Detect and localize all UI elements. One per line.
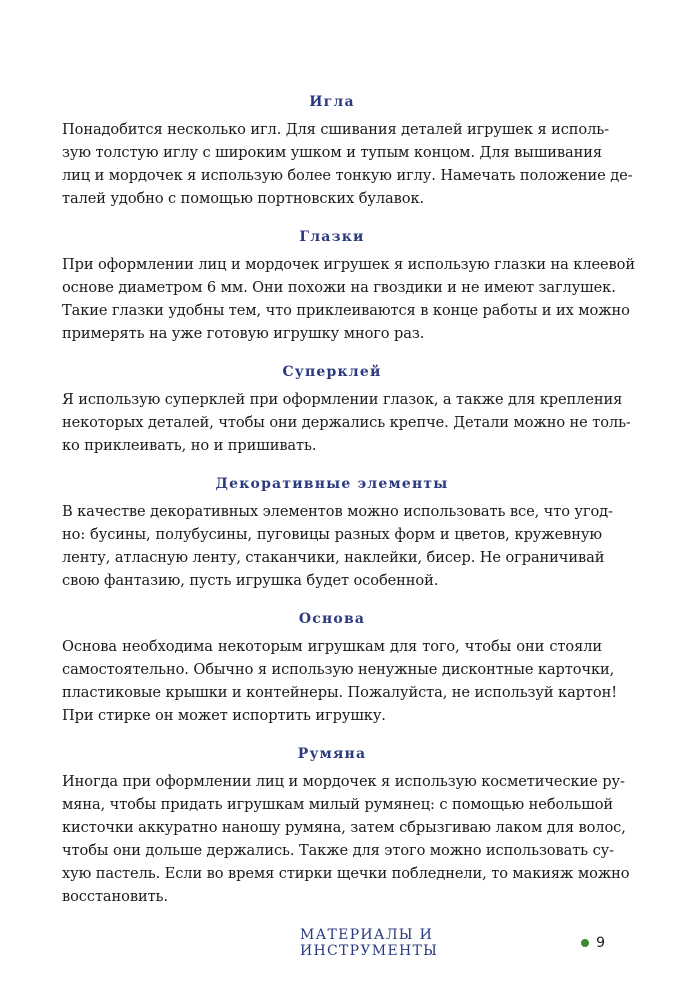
section-heading: Румяна	[297, 746, 367, 762]
section-heading: Декоративные элементы	[215, 476, 449, 492]
text-line: свою фантазию, пусть игрушка будет особенной.	[62, 572, 439, 589]
text-line: При оформлении лиц и мордочек игрушек я использую глазки на клеевой	[62, 256, 635, 273]
section-heading: Игла	[309, 94, 355, 110]
section-paragraph	[62, 770, 630, 908]
bullet-dot-icon	[581, 939, 589, 947]
text-line: Основа необходима некоторым игрушкам для того, чтобы они стояли	[62, 638, 602, 655]
text-line: самостоятельно. Обычно я использую ненужные дисконтные карточки,	[62, 661, 615, 678]
text-line: восстановить.	[62, 888, 168, 905]
text-line: При стирке он может испортить игрушку.	[62, 707, 386, 724]
section-paragraph	[62, 635, 617, 727]
text-line: некоторых деталей, чтобы они держались крепче. Детали можно не толь-	[62, 414, 631, 431]
section-base	[62, 609, 617, 727]
text-line: ленту, атласную ленту, стаканчики, наклейки, бисер. Не ограничивай	[62, 549, 605, 566]
text-line: Я использую суперклей при оформлении глазок, а также для крепления	[62, 391, 623, 408]
text-line: хую пастель. Если во время стирки щечки побледнели, то макияж можно	[62, 865, 630, 882]
text-line: ко приклеивать, но и пришивать.	[62, 437, 317, 454]
text-line: В качестве декоративных элементов можно использовать все, что угод-	[62, 503, 613, 520]
section-heading: Основа	[298, 611, 366, 627]
text-line: но: бусины, полубусины, пуговицы разных форм и цветов, кружевную	[62, 526, 602, 543]
section-paragraph	[62, 253, 635, 345]
section-heading: Глазки	[299, 229, 365, 245]
section-decorative-elements	[62, 474, 613, 592]
page-number: 9	[596, 935, 605, 951]
section-paragraph	[62, 388, 631, 457]
section-eyes	[62, 227, 635, 345]
text-line: чтобы они дольше держались. Также для этого можно использовать су-	[62, 842, 614, 859]
text-line: примерять на уже готовую игрушку много раз.	[62, 325, 425, 342]
running-footer-title: МАТЕРИАЛЫ И ИНСТРУМЕНТЫ	[300, 927, 439, 959]
text-line: пластиковые крышки и контейнеры. Пожалуйста, не используй картон!	[62, 684, 617, 701]
text-line: мяна, чтобы придать игрушкам милый румянец: с помощью небольшой	[62, 796, 614, 813]
section-heading: Суперклей	[282, 364, 382, 380]
section-superglue	[62, 362, 631, 457]
text-line: зую толстую иглу с широким ушком и тупым концом. Для вышивания	[62, 144, 602, 161]
text-line: кисточки аккуратно наношу румяна, затем сбрызгиваю лаком для волос,	[62, 819, 626, 836]
text-line: Такие глазки удобны тем, что приклеиваются в конце работы и их можно	[62, 302, 630, 319]
text-line: лиц и мордочек я использую более тонкую иглу. Намечать положение де-	[62, 167, 633, 184]
page-footer	[300, 927, 605, 959]
section-paragraph	[62, 118, 633, 210]
text-line: талей удобно с помощью портновских булавок.	[62, 190, 425, 207]
page-content	[62, 92, 635, 925]
text-line: Понадобится несколько игл. Для сшивания деталей игрушек я исполь-	[62, 121, 609, 138]
section-needle	[62, 92, 633, 210]
text-line: основе диаметром 6 мм. Они похожи на гвоздики и не имеют заглушек.	[62, 279, 616, 296]
text-line: Иногда при оформлении лиц и мордочек я использую косметические ру-	[62, 773, 625, 790]
section-blush	[62, 744, 630, 908]
section-paragraph	[62, 500, 613, 592]
